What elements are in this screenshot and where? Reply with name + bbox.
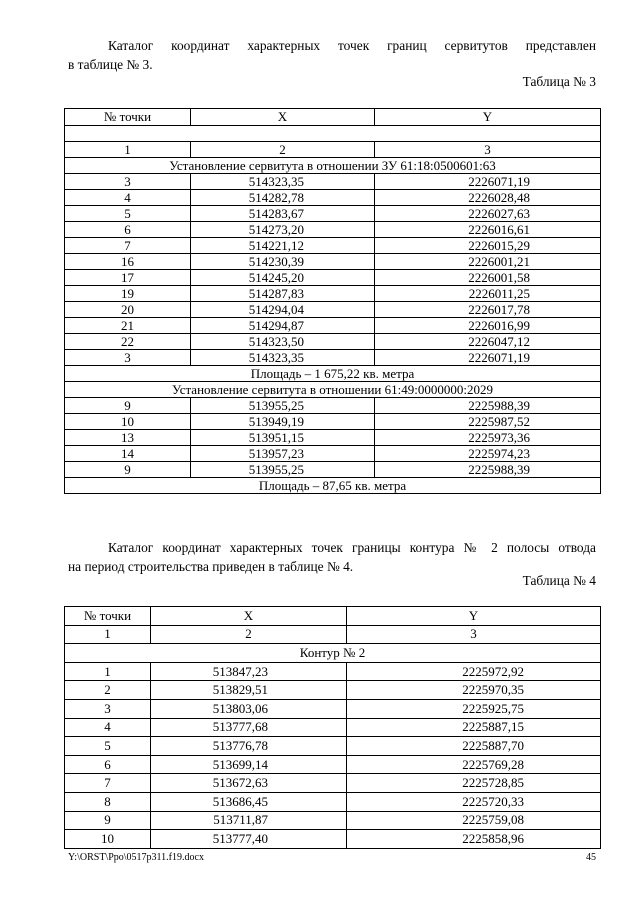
header-cell: X [151, 607, 347, 626]
table-row [65, 398, 601, 414]
x-coordinate-cell: 513829,51 [151, 681, 347, 700]
x-coordinate-cell: 513803,06 [151, 699, 347, 718]
column-number-cell: 3 [375, 142, 601, 158]
table-row [65, 334, 601, 350]
header-cell: X [191, 109, 375, 126]
point-number-cell: 3 [65, 350, 191, 366]
y-coordinate-cell: 2225970,35 [347, 681, 601, 700]
table-row [65, 462, 601, 478]
y-coordinate-cell: 2225925,75 [347, 699, 601, 718]
intro-line: Каталог координат характерных точек границ сервитутов представлен [108, 38, 596, 53]
x-coordinate-cell: 513955,25 [191, 398, 375, 414]
column-number-cell: 2 [191, 142, 375, 158]
point-number-cell: 7 [65, 238, 191, 254]
y-coordinate-cell: 2225974,23 [375, 446, 601, 462]
y-coordinate-cell: 2225988,39 [375, 398, 601, 414]
table-row [65, 830, 601, 849]
page-number: 45 [586, 852, 596, 863]
point-number-cell: 20 [65, 302, 191, 318]
table-row [65, 681, 601, 700]
point-number-cell: 9 [65, 398, 191, 414]
intro-paragraph-table4 [68, 538, 596, 576]
section-title: Контур № 2 [65, 644, 601, 663]
table-row [65, 737, 601, 756]
table4-caption: Таблица № 4 [522, 573, 596, 588]
area-text: Площадь – 87,65 кв. метра [65, 478, 601, 494]
point-number-cell: 5 [65, 206, 191, 222]
table-row [65, 270, 601, 286]
column-number-cell: 2 [151, 625, 347, 644]
intro-paragraph-table3 [68, 36, 596, 74]
table-row [65, 174, 601, 190]
point-number-cell: 13 [65, 430, 191, 446]
section-row [65, 382, 601, 398]
y-coordinate-cell: 2226017,78 [375, 302, 601, 318]
section-title: Установление сервитута в отношении ЗУ 61:18:0500601:63 [65, 158, 601, 174]
point-number-cell: 10 [65, 414, 191, 430]
x-coordinate-cell: 514245,20 [191, 270, 375, 286]
y-coordinate-cell: 2226027,63 [375, 206, 601, 222]
x-coordinate-cell: 514294,87 [191, 318, 375, 334]
table-row [65, 774, 601, 793]
x-coordinate-cell: 513847,23 [151, 662, 347, 681]
table-row [65, 446, 601, 462]
x-coordinate-cell: 514323,35 [191, 350, 375, 366]
point-number-cell: 5 [65, 737, 151, 756]
y-coordinate-cell: 2226001,21 [375, 254, 601, 270]
x-coordinate-cell: 514282,78 [191, 190, 375, 206]
y-coordinate-cell: 2225887,15 [347, 718, 601, 737]
point-number-cell: 3 [65, 174, 191, 190]
footer-file-path: Y:\ORST\Ppo\0517p311.f19.docx [68, 852, 204, 863]
y-coordinate-cell: 2226071,19 [375, 350, 601, 366]
table3-caption: Таблица № 3 [522, 74, 596, 89]
intro-line: Каталог координат характерных точек границы контура № 2 полосы отвода [108, 540, 596, 555]
header-cell: № точки [65, 109, 191, 126]
y-coordinate-cell: 2225987,52 [375, 414, 601, 430]
y-coordinate-cell: 2225728,85 [347, 774, 601, 793]
point-number-cell: 6 [65, 755, 151, 774]
x-coordinate-cell: 513672,63 [151, 774, 347, 793]
table-row [65, 811, 601, 830]
y-coordinate-cell: 2225887,70 [347, 737, 601, 756]
x-coordinate-cell: 513957,23 [191, 446, 375, 462]
x-coordinate-cell: 513951,15 [191, 430, 375, 446]
table-row [65, 699, 601, 718]
table-row [65, 662, 601, 681]
point-number-cell: 9 [65, 462, 191, 478]
header-cell: Y [347, 607, 601, 626]
table-row [65, 222, 601, 238]
header-gap [65, 126, 601, 142]
point-number-cell: 1 [65, 662, 151, 681]
x-coordinate-cell: 513711,87 [151, 811, 347, 830]
point-number-cell: 10 [65, 830, 151, 849]
y-coordinate-cell: 2226001,58 [375, 270, 601, 286]
area-text: Площадь – 1 675,22 кв. метра [65, 366, 601, 382]
table-row [65, 190, 601, 206]
table3-rows-group2 [65, 398, 601, 478]
y-coordinate-cell: 2225759,08 [347, 811, 601, 830]
table-row [65, 430, 601, 446]
x-coordinate-cell: 513776,78 [151, 737, 347, 756]
column-number-cell: 1 [65, 625, 151, 644]
point-number-cell: 22 [65, 334, 191, 350]
y-coordinate-cell: 2225973,36 [375, 430, 601, 446]
y-coordinate-cell: 2225858,96 [347, 830, 601, 849]
y-coordinate-cell: 2225769,28 [347, 755, 601, 774]
y-coordinate-cell: 2226047,12 [375, 334, 601, 350]
table-row [65, 238, 601, 254]
area-row [65, 478, 601, 494]
point-number-cell: 4 [65, 190, 191, 206]
header-cell: № точки [65, 607, 151, 626]
point-number-cell: 6 [65, 222, 191, 238]
table-row [65, 206, 601, 222]
y-coordinate-cell: 2225972,92 [347, 662, 601, 681]
column-number-cell: 1 [65, 142, 191, 158]
point-number-cell: 21 [65, 318, 191, 334]
y-coordinate-cell: 2225988,39 [375, 462, 601, 478]
column-number-cell: 3 [347, 625, 601, 644]
y-coordinate-cell: 2226016,99 [375, 318, 601, 334]
x-coordinate-cell: 513777,68 [151, 718, 347, 737]
table-row [65, 414, 601, 430]
x-coordinate-cell: 514273,20 [191, 222, 375, 238]
point-number-cell: 8 [65, 792, 151, 811]
y-coordinate-cell: 2226071,19 [375, 174, 601, 190]
area-row [65, 366, 601, 382]
point-number-cell: 17 [65, 270, 191, 286]
x-coordinate-cell: 514287,83 [191, 286, 375, 302]
x-coordinate-cell: 513949,19 [191, 414, 375, 430]
section-row [65, 644, 601, 663]
table-row [65, 350, 601, 366]
table-header-row [65, 109, 601, 126]
table-header-row [65, 607, 601, 626]
point-number-cell: 4 [65, 718, 151, 737]
table4-rows [65, 662, 601, 848]
section-row [65, 158, 601, 174]
header-cell: Y [375, 109, 601, 126]
x-coordinate-cell: 513777,40 [151, 830, 347, 849]
x-coordinate-cell: 514283,67 [191, 206, 375, 222]
column-number-row [65, 625, 601, 644]
table3-rows-group1 [65, 174, 601, 366]
point-number-cell: 14 [65, 446, 191, 462]
table-row [65, 718, 601, 737]
x-coordinate-cell: 514323,35 [191, 174, 375, 190]
y-coordinate-cell: 2225720,33 [347, 792, 601, 811]
table-3 [64, 108, 601, 494]
table-row [65, 792, 601, 811]
y-coordinate-cell: 2226015,29 [375, 238, 601, 254]
y-coordinate-cell: 2226028,48 [375, 190, 601, 206]
point-number-cell: 9 [65, 811, 151, 830]
intro-line: на период строительства приведен в таблице № 4. [68, 559, 354, 574]
intro-line: в таблице № 3. [68, 57, 153, 72]
x-coordinate-cell: 513699,14 [151, 755, 347, 774]
table-row [65, 755, 601, 774]
point-number-cell: 7 [65, 774, 151, 793]
point-number-cell: 19 [65, 286, 191, 302]
x-coordinate-cell: 514230,39 [191, 254, 375, 270]
table-4 [64, 606, 601, 849]
x-coordinate-cell: 513686,45 [151, 792, 347, 811]
y-coordinate-cell: 2226016,61 [375, 222, 601, 238]
table-row [65, 286, 601, 302]
x-coordinate-cell: 514294,04 [191, 302, 375, 318]
column-number-row [65, 142, 601, 158]
table-row [65, 254, 601, 270]
x-coordinate-cell: 513955,25 [191, 462, 375, 478]
point-number-cell: 3 [65, 699, 151, 718]
y-coordinate-cell: 2226011,25 [375, 286, 601, 302]
point-number-cell: 16 [65, 254, 191, 270]
point-number-cell: 2 [65, 681, 151, 700]
table-row [65, 318, 601, 334]
section-title: Установление сервитута в отношении 61:49:0000000:2029 [65, 382, 601, 398]
x-coordinate-cell: 514221,12 [191, 238, 375, 254]
table-row [65, 302, 601, 318]
x-coordinate-cell: 514323,50 [191, 334, 375, 350]
